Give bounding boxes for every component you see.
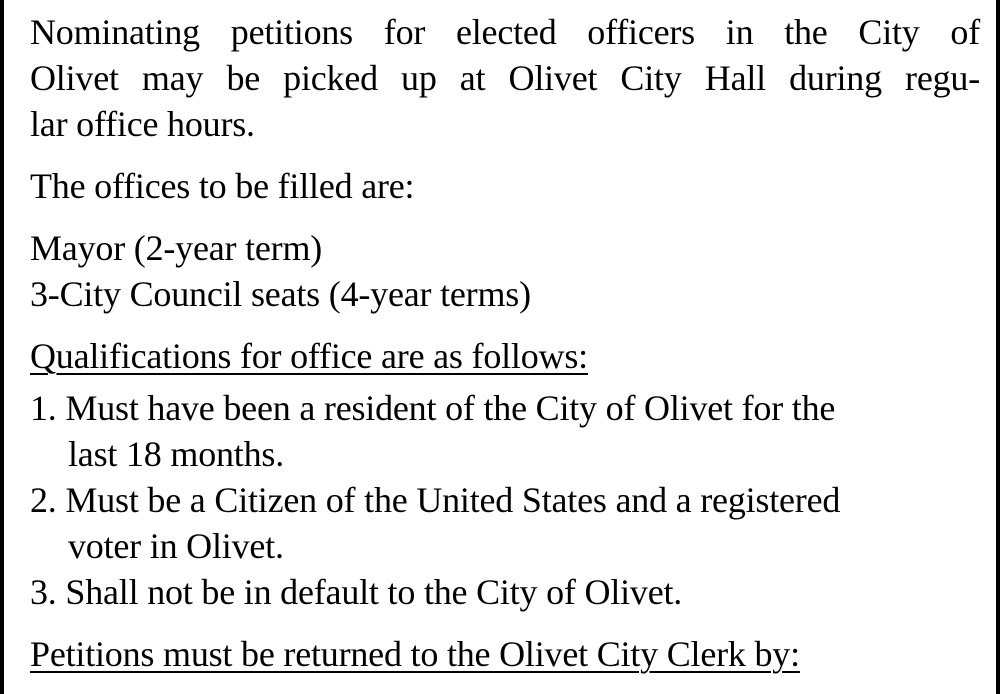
intro-line-1: Nominating petitions for elected officers in the City of xyxy=(30,12,980,52)
offices-heading: The offices to be filled are: xyxy=(30,166,415,206)
intro-line-3: lar office hours. xyxy=(30,104,255,144)
office-item-council: 3-City Council seats (4-year terms) xyxy=(30,274,531,314)
qualification-2-line-1: 2. Must be a Citizen of the United States and a registered xyxy=(30,480,841,520)
qualification-3-line-1: 3. Shall not be in default to the City of Olivet. xyxy=(30,572,683,612)
qualification-1-line-2: last 18 months. xyxy=(68,434,285,474)
qualification-2-line-2: voter in Olivet. xyxy=(68,526,284,566)
qualifications-heading: Qualifications for office are as follows: xyxy=(30,336,588,376)
qualification-1-line-1: 1. Must have been a resident of the City of Olivet for the xyxy=(30,388,836,428)
intro-line-2: Olivet may be picked up at Olivet City Hall during regu- xyxy=(30,58,980,98)
office-item-mayor: Mayor (2-year term) xyxy=(30,228,323,268)
return-heading: Petitions must be returned to the Olivet City Clerk by: xyxy=(30,634,800,674)
